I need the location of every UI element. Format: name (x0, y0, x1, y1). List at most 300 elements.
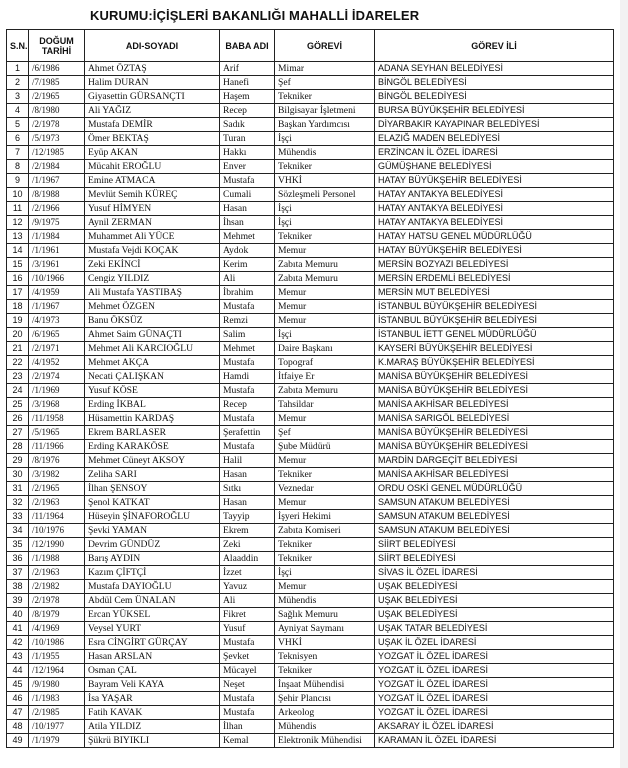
workplace-cell: ELAZIĞ MADEN BELEDİYESİ (375, 132, 614, 146)
workplace-cell: BURSA BÜYÜKŞEHİR BELEDİYESİ (375, 104, 614, 118)
sn-cell: 1 (7, 62, 29, 76)
workplace-cell: DİYARBAKIR KAYAPINAR BELEDİYESİ (375, 118, 614, 132)
name-cell: Giyasettin GÜRSANÇTI (85, 90, 220, 104)
table-row (7, 720, 614, 734)
position-cell: Topograf (275, 356, 375, 370)
father-name-cell: Ekrem (220, 524, 275, 538)
table-row (7, 510, 614, 524)
father-name-cell: Hasan (220, 468, 275, 482)
table-row (7, 412, 614, 426)
table-row (7, 594, 614, 608)
position-cell: Tekniker (275, 90, 375, 104)
birth-date-cell: /12/1964 (29, 664, 85, 678)
birth-date-cell: /8/1980 (29, 104, 85, 118)
birth-date-cell: /2/1978 (29, 118, 85, 132)
workplace-cell: HATAY BÜYÜKŞEHİR BELEDİYESİ (375, 174, 614, 188)
table-row (7, 314, 614, 328)
father-name-cell: Recep (220, 398, 275, 412)
page-edge-shadow (620, 0, 628, 768)
birth-date-cell: /1/1969 (29, 384, 85, 398)
name-cell: Osman ÇAL (85, 664, 220, 678)
sn-cell: 26 (7, 412, 29, 426)
position-cell: VHKİ (275, 636, 375, 650)
birth-date-cell: /1/1967 (29, 300, 85, 314)
position-cell: İşçi (275, 202, 375, 216)
workplace-cell: KARAMAN İL ÖZEL İDARESİ (375, 734, 614, 748)
name-cell: Yusuf KÖSE (85, 384, 220, 398)
table-row (7, 202, 614, 216)
father-name-cell: Mustafa (220, 636, 275, 650)
position-cell: Memur (275, 454, 375, 468)
sn-cell: 10 (7, 188, 29, 202)
birth-date-cell: /8/1988 (29, 188, 85, 202)
father-name-cell: İzzet (220, 566, 275, 580)
sn-cell: 30 (7, 468, 29, 482)
workplace-cell: MANİSA AKHİSAR BELEDİYESİ (375, 468, 614, 482)
birth-date-cell: /2/1966 (29, 202, 85, 216)
birth-date-cell: /9/1975 (29, 216, 85, 230)
table-row (7, 174, 614, 188)
position-cell: Şef (275, 76, 375, 90)
sn-cell: 25 (7, 398, 29, 412)
name-cell: Ahmet Saim GÜNAÇTI (85, 328, 220, 342)
table-row (7, 342, 614, 356)
sn-cell: 7 (7, 146, 29, 160)
birth-date-cell: /4/1969 (29, 622, 85, 636)
workplace-cell: YOZGAT İL ÖZEL İDARESİ (375, 706, 614, 720)
father-name-cell: Haşem (220, 90, 275, 104)
position-cell: Tahsildar (275, 398, 375, 412)
sn-cell: 6 (7, 132, 29, 146)
table-row (7, 90, 614, 104)
birth-date-cell: /7/1985 (29, 76, 85, 90)
table-row (7, 230, 614, 244)
father-name-cell: Mücayel (220, 664, 275, 678)
position-cell: Bilgisayar İşletmeni (275, 104, 375, 118)
table-row (7, 258, 614, 272)
table-row (7, 678, 614, 692)
position-cell: Tekniker (275, 664, 375, 678)
name-cell: Mustafa Vejdi KOÇAK (85, 244, 220, 258)
sn-cell: 32 (7, 496, 29, 510)
sn-cell: 43 (7, 650, 29, 664)
father-name-cell: Turan (220, 132, 275, 146)
birth-date-cell: /2/1982 (29, 580, 85, 594)
position-cell: İşçi (275, 216, 375, 230)
name-cell: Mustafa DAYIOĞLU (85, 580, 220, 594)
workplace-cell: HATAY BÜYÜKŞEHİR BELEDİYESİ (375, 244, 614, 258)
workplace-cell: UŞAK BELEDİYESİ (375, 608, 614, 622)
birth-date-cell: /2/1978 (29, 594, 85, 608)
father-name-cell: Mustafa (220, 356, 275, 370)
position-cell: Mühendis (275, 594, 375, 608)
father-name-cell: Mehmet (220, 342, 275, 356)
position-cell: VHKİ (275, 174, 375, 188)
father-name-cell: Mustafa (220, 300, 275, 314)
name-cell: Mevlüt Semih KÜREÇ (85, 188, 220, 202)
table-row (7, 356, 614, 370)
header-workplace: GÖREV İLİ (375, 30, 614, 62)
father-name-cell: Sadık (220, 118, 275, 132)
position-cell: Tekniker (275, 538, 375, 552)
position-cell: Memur (275, 314, 375, 328)
sn-cell: 45 (7, 678, 29, 692)
name-cell: Hüseyin ŞİNAFOROĞLU (85, 510, 220, 524)
workplace-cell: SAMSUN ATAKUM BELEDİYESİ (375, 510, 614, 524)
birth-date-cell: /10/1986 (29, 636, 85, 650)
birth-date-cell: /10/1976 (29, 524, 85, 538)
position-cell: Veznedar (275, 482, 375, 496)
position-cell: Memur (275, 496, 375, 510)
birth-date-cell: /1/1955 (29, 650, 85, 664)
sn-cell: 48 (7, 720, 29, 734)
workplace-cell: UŞAK TATAR BELEDİYESİ (375, 622, 614, 636)
birth-date-cell: /1/1967 (29, 174, 85, 188)
position-cell: İşçi (275, 566, 375, 580)
position-cell: Mimar (275, 62, 375, 76)
father-name-cell: Mustafa (220, 174, 275, 188)
position-cell: Daire Başkanı (275, 342, 375, 356)
sn-cell: 41 (7, 622, 29, 636)
father-name-cell: Arif (220, 62, 275, 76)
table-row (7, 272, 614, 286)
father-name-cell: Mustafa (220, 706, 275, 720)
birth-date-cell: /11/1964 (29, 510, 85, 524)
name-cell: Fatih KAVAK (85, 706, 220, 720)
workplace-cell: MANİSA BÜYÜKŞEHİR BELEDİYESİ (375, 440, 614, 454)
sn-cell: 37 (7, 566, 29, 580)
position-cell: Memur (275, 300, 375, 314)
workplace-cell: ORDU OSKİ GENEL MÜDÜRLÜĞÜ (375, 482, 614, 496)
father-name-cell: Alaaddin (220, 552, 275, 566)
birth-date-cell: /1/1984 (29, 230, 85, 244)
name-cell: Ercan YÜKSEL (85, 608, 220, 622)
father-name-cell: Yavuz (220, 580, 275, 594)
father-name-cell: Hakkı (220, 146, 275, 160)
table-row (7, 300, 614, 314)
position-cell: Şube Müdürü (275, 440, 375, 454)
sn-cell: 31 (7, 482, 29, 496)
workplace-cell: YOZGAT İL ÖZEL İDARESİ (375, 664, 614, 678)
workplace-cell: AKSARAY İL ÖZEL İDARESİ (375, 720, 614, 734)
header-name: ADI-SOYADI (85, 30, 220, 62)
birth-date-cell: /3/1968 (29, 398, 85, 412)
workplace-cell: UŞAK BELEDİYESİ (375, 594, 614, 608)
position-cell: İşçi (275, 132, 375, 146)
sn-cell: 21 (7, 342, 29, 356)
birth-date-cell: /11/1958 (29, 412, 85, 426)
name-cell: Mehmet Cüneyt AKSOY (85, 454, 220, 468)
workplace-cell: İSTANBUL BÜYÜKŞEHİR BELEDİYESİ (375, 300, 614, 314)
birth-date-cell: /4/1952 (29, 356, 85, 370)
birth-date-cell: /2/1965 (29, 90, 85, 104)
workplace-cell: HATAY ANTAKYA BELEDİYESİ (375, 188, 614, 202)
father-name-cell: Remzi (220, 314, 275, 328)
workplace-cell: SİİRT BELEDİYESİ (375, 552, 614, 566)
name-cell: Halim DURAN (85, 76, 220, 90)
workplace-cell: SAMSUN ATAKUM BELEDİYESİ (375, 496, 614, 510)
father-name-cell: Salim (220, 328, 275, 342)
sn-cell: 20 (7, 328, 29, 342)
father-name-cell: Kerim (220, 258, 275, 272)
father-name-cell: İhsan (220, 216, 275, 230)
position-cell: Memur (275, 412, 375, 426)
position-cell: Tekniker (275, 552, 375, 566)
sn-cell: 13 (7, 230, 29, 244)
table-row (7, 384, 614, 398)
table-row (7, 454, 614, 468)
position-cell: Arkeolog (275, 706, 375, 720)
name-cell: Ömer BEKTAŞ (85, 132, 220, 146)
workplace-cell: SAMSUN ATAKUM BELEDİYESİ (375, 524, 614, 538)
position-cell: Zabıta Memuru (275, 258, 375, 272)
table-row (7, 146, 614, 160)
table-row (7, 328, 614, 342)
name-cell: Zeliha SARI (85, 468, 220, 482)
sn-cell: 38 (7, 580, 29, 594)
workplace-cell: YOZGAT İL ÖZEL İDARESİ (375, 692, 614, 706)
name-cell: Barış AYDIN (85, 552, 220, 566)
header-position: GÖREVİ (275, 30, 375, 62)
sn-cell: 18 (7, 300, 29, 314)
sn-cell: 33 (7, 510, 29, 524)
name-cell: Zeki EKİNCİ (85, 258, 220, 272)
header-sn: S.N. (7, 30, 29, 62)
sn-cell: 9 (7, 174, 29, 188)
name-cell: Şenol KATKAT (85, 496, 220, 510)
birth-date-cell: /9/1980 (29, 678, 85, 692)
name-cell: Şevki YAMAN (85, 524, 220, 538)
name-cell: Ali YAĞIZ (85, 104, 220, 118)
name-cell: Yusuf HİMYEN (85, 202, 220, 216)
birth-date-cell: /2/1984 (29, 160, 85, 174)
position-cell: Zabıta Komiseri (275, 524, 375, 538)
workplace-cell: BİNGÖL BELEDİYESİ (375, 90, 614, 104)
father-name-cell: Şerafettin (220, 426, 275, 440)
table-row (7, 538, 614, 552)
birth-date-cell: /4/1959 (29, 286, 85, 300)
father-name-cell: İbrahim (220, 286, 275, 300)
table-row (7, 734, 614, 748)
name-cell: Aynil ZERMAN (85, 216, 220, 230)
birth-date-cell: /2/1985 (29, 706, 85, 720)
father-name-cell: Halil (220, 454, 275, 468)
table-row (7, 244, 614, 258)
birth-date-cell: /1/1961 (29, 244, 85, 258)
sn-cell: 5 (7, 118, 29, 132)
sn-cell: 17 (7, 286, 29, 300)
table-row (7, 216, 614, 230)
personnel-table-wrapper (6, 29, 613, 748)
table-row (7, 370, 614, 384)
table-row (7, 286, 614, 300)
father-name-cell: Hamdi (220, 370, 275, 384)
workplace-cell: ERZİNCAN İL ÖZEL İDARESİ (375, 146, 614, 160)
name-cell: Ali Mustafa YASTIBAŞ (85, 286, 220, 300)
workplace-cell: YOZGAT İL ÖZEL İDARESİ (375, 650, 614, 664)
workplace-cell: MANİSA AKHİSAR BELEDİYESİ (375, 398, 614, 412)
name-cell: Atila YILDIZ (85, 720, 220, 734)
birth-date-cell: /1/1988 (29, 552, 85, 566)
workplace-cell: MERSİN ERDEMLİ BELEDİYESİ (375, 272, 614, 286)
workplace-cell: UŞAK BELEDİYESİ (375, 580, 614, 594)
father-name-cell: Mustafa (220, 412, 275, 426)
workplace-cell: MANİSA BÜYÜKŞEHİR BELEDİYESİ (375, 370, 614, 384)
birth-date-cell: /2/1965 (29, 482, 85, 496)
sn-cell: 22 (7, 356, 29, 370)
name-cell: Ekrem BARLASER (85, 426, 220, 440)
birth-date-cell: /11/1966 (29, 440, 85, 454)
birth-date-cell: /3/1982 (29, 468, 85, 482)
header-birth-date: DOĞUM TARİHİ (29, 30, 85, 62)
workplace-cell: İSTANBUL İETT GENEL MÜDÜRLÜĞÜ (375, 328, 614, 342)
workplace-cell: SİİRT BELEDİYESİ (375, 538, 614, 552)
sn-cell: 8 (7, 160, 29, 174)
position-cell: İnşaat Mühendisi (275, 678, 375, 692)
position-cell: Şef (275, 426, 375, 440)
sn-cell: 35 (7, 538, 29, 552)
position-cell: Tekniker (275, 160, 375, 174)
name-cell: Banu ÖKSÜZ (85, 314, 220, 328)
name-cell: Mustafa DEMİR (85, 118, 220, 132)
sn-cell: 46 (7, 692, 29, 706)
birth-date-cell: /6/1986 (29, 62, 85, 76)
birth-date-cell: /1/1983 (29, 692, 85, 706)
birth-date-cell: /1/1979 (29, 734, 85, 748)
position-cell: Mühendis (275, 720, 375, 734)
position-cell: Elektronik Mühendisi (275, 734, 375, 748)
sn-cell: 3 (7, 90, 29, 104)
sn-cell: 12 (7, 216, 29, 230)
position-cell: Tekniker (275, 230, 375, 244)
name-cell: Hüsamettin KARDAŞ (85, 412, 220, 426)
sn-cell: 11 (7, 202, 29, 216)
table-row (7, 104, 614, 118)
table-row (7, 426, 614, 440)
birth-date-cell: /4/1973 (29, 314, 85, 328)
father-name-cell: Ali (220, 272, 275, 286)
position-cell: Memur (275, 286, 375, 300)
birth-date-cell: /8/1979 (29, 608, 85, 622)
name-cell: Necati ÇALIŞKAN (85, 370, 220, 384)
table-row (7, 398, 614, 412)
position-cell: Teknisyen (275, 650, 375, 664)
name-cell: Muhammet Ali YÜCE (85, 230, 220, 244)
sn-cell: 23 (7, 370, 29, 384)
workplace-cell: MERSİN BOZYAZI BELEDİYESİ (375, 258, 614, 272)
father-name-cell: Enver (220, 160, 275, 174)
table-row (7, 496, 614, 510)
position-cell: İşçi (275, 328, 375, 342)
position-cell: Zabıta Memuru (275, 272, 375, 286)
birth-date-cell: /5/1973 (29, 132, 85, 146)
birth-date-cell: /3/1961 (29, 258, 85, 272)
workplace-cell: UŞAK İL ÖZEL İDARESİ (375, 636, 614, 650)
father-name-cell: Hasan (220, 496, 275, 510)
sn-cell: 49 (7, 734, 29, 748)
father-name-cell: Şevket (220, 650, 275, 664)
table-row (7, 650, 614, 664)
birth-date-cell: /10/1977 (29, 720, 85, 734)
name-cell: Bayram Veli KAYA (85, 678, 220, 692)
father-name-cell: Ali (220, 594, 275, 608)
table-row (7, 76, 614, 90)
name-cell: Mehmet AKÇA (85, 356, 220, 370)
name-cell: Mehmet ÖZGEN (85, 300, 220, 314)
name-cell: Devrim GÜNDÜZ (85, 538, 220, 552)
birth-date-cell: /2/1963 (29, 496, 85, 510)
sn-cell: 24 (7, 384, 29, 398)
father-name-cell: Zeki (220, 538, 275, 552)
position-cell: Mühendis (275, 146, 375, 160)
position-cell: Memur (275, 580, 375, 594)
name-cell: Esra CİNGİRT GÜRÇAY (85, 636, 220, 650)
father-name-cell: Hasan (220, 202, 275, 216)
father-name-cell: Neşet (220, 678, 275, 692)
father-name-cell: Recep (220, 104, 275, 118)
father-name-cell: Hanefi (220, 76, 275, 90)
name-cell: Mehmet Ali KARCIOĞLU (85, 342, 220, 356)
birth-date-cell: /10/1966 (29, 272, 85, 286)
table-row (7, 468, 614, 482)
table-row (7, 580, 614, 594)
table-row (7, 552, 614, 566)
workplace-cell: GÜMÜŞHANE BELEDİYESİ (375, 160, 614, 174)
workplace-cell: MERSİN MUT BELEDİYESİ (375, 286, 614, 300)
workplace-cell: BİNGÖL BELEDİYESİ (375, 76, 614, 90)
name-cell: Abdül Cem ÜNALAN (85, 594, 220, 608)
father-name-cell: Mehmet (220, 230, 275, 244)
father-name-cell: Mustafa (220, 692, 275, 706)
table-row (7, 482, 614, 496)
name-cell: Hasan ARSLAN (85, 650, 220, 664)
table-row (7, 188, 614, 202)
sn-cell: 27 (7, 426, 29, 440)
sn-cell: 47 (7, 706, 29, 720)
personnel-table (6, 29, 614, 748)
sn-cell: 29 (7, 454, 29, 468)
sn-cell: 15 (7, 258, 29, 272)
father-name-cell: Tayyip (220, 510, 275, 524)
position-cell: Sözleşmeli Personel (275, 188, 375, 202)
father-name-cell: Mustafa (220, 384, 275, 398)
sn-cell: 39 (7, 594, 29, 608)
table-row (7, 62, 614, 76)
position-cell: Başkan Yardımcısı (275, 118, 375, 132)
position-cell: Şehir Plancısı (275, 692, 375, 706)
name-cell: İsa YAŞAR (85, 692, 220, 706)
father-name-cell: Fikret (220, 608, 275, 622)
name-cell: Cengiz YILDIZ (85, 272, 220, 286)
birth-date-cell: /6/1965 (29, 328, 85, 342)
name-cell: Kazım ÇİFTÇİ (85, 566, 220, 580)
birth-date-cell: /12/1990 (29, 538, 85, 552)
birth-date-cell: /2/1974 (29, 370, 85, 384)
name-cell: İlhan ŞENSOY (85, 482, 220, 496)
table-row (7, 706, 614, 720)
name-cell: Erding İKBAL (85, 398, 220, 412)
table-row (7, 118, 614, 132)
sn-cell: 4 (7, 104, 29, 118)
position-cell: Tekniker (275, 468, 375, 482)
workplace-cell: KAYSERİ BÜYÜKŞEHİR BELEDİYESİ (375, 342, 614, 356)
page-title: KURUMU:İÇİŞLERİ BAKANLIĞI MAHALLİ İDARELER (90, 8, 420, 23)
workplace-cell: ADANA SEYHAN BELEDİYESİ (375, 62, 614, 76)
birth-date-cell: /5/1965 (29, 426, 85, 440)
birth-date-cell: /2/1963 (29, 566, 85, 580)
sn-cell: 14 (7, 244, 29, 258)
workplace-cell: YOZGAT İL ÖZEL İDARESİ (375, 678, 614, 692)
